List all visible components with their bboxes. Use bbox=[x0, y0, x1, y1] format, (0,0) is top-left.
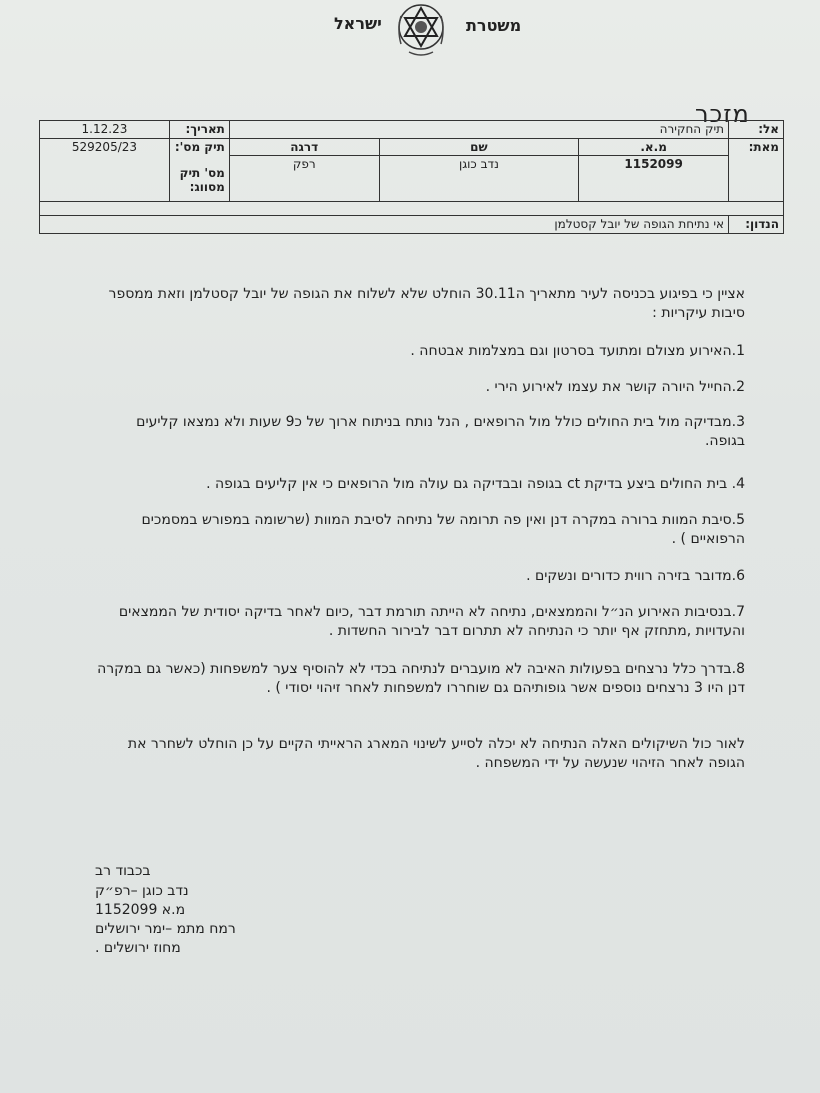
col-header-id: מ.א. bbox=[579, 139, 729, 156]
signature-regards: בכבוד רב bbox=[95, 863, 151, 879]
reason-4: 4. בית החולים ביצע בדיקת ct בגופה ובבדיקה גם עולה מול הרופאים כי אין קליעים בגופה . bbox=[206, 476, 745, 492]
conclusion-paragraph: לאור כול השיקולים האלה הנתיחה לא יכלה לסייע לשינוי המארג הראייתי הקיים על כן הוחלט לשחרר את הגופה לאחר הזיהוי שנעשה על ידי המשפחה . bbox=[127, 736, 745, 771]
reason-8: 8.בדרך כלל נרצחים בפעולות האיבה לא מועברים לנתיחה בכדי לא להוסיף צער למשפחות (כאשר גם במקרה דנן היו 3 נרצחים נוספים אשר גופותיהם גם שוחררו למשפחות לאחר זיהוי יסודי ) . bbox=[97, 661, 745, 696]
reason-3: 3.מבדיקה מול בית החולים כולל מול הרופאים , הנל נותח בניתוח ארוך של כ9 שעות ולא נמצאו קליעים בגופה. bbox=[136, 414, 745, 449]
date-label: תאריך: bbox=[169, 121, 229, 139]
to-label: אל: bbox=[729, 121, 784, 139]
intro-paragraph: אציין כי בפיגוע בכניסה לעיר מתאריך ה30.11 הוחלט שלא לשלוח את הגופה של יובל קסטלמן וזאת ממספר סיבות עיקריות : bbox=[108, 286, 745, 321]
reason-2: 2.החייל היורה קושר את עצמו לאירוע הירי . bbox=[485, 379, 745, 395]
police-emblem-icon bbox=[387, 0, 455, 60]
signature-id: מ.א 1152099 bbox=[95, 902, 186, 918]
case-value: 529205/23 bbox=[40, 139, 170, 202]
org-name-police: משטרת bbox=[466, 16, 522, 35]
org-name-israel: ישראל bbox=[334, 14, 382, 33]
signature-unit: רמח מתמ –ימר ירושלים bbox=[95, 921, 236, 937]
memo-header-table bbox=[39, 120, 784, 230]
document-title: מזכר bbox=[695, 100, 750, 128]
subject-value: אי נתיחת הגופה של יובל קסטלמן bbox=[40, 216, 729, 234]
col-header-name: שם bbox=[379, 139, 579, 156]
classified-label: מס' תיק מסווג: bbox=[179, 166, 225, 194]
from-label: מאת: bbox=[729, 139, 784, 202]
to-value: תיק החקירה bbox=[229, 121, 728, 139]
subject-label: הנדון: bbox=[729, 216, 784, 234]
col-header-rank: דרגה bbox=[229, 139, 379, 156]
from-name: נדב כוגן bbox=[379, 156, 579, 202]
reason-5: 5.סיבת המוות ברורה במקרה דנן ואין פה תרומה של נתיחה לסיבת המוות (שרשומה במפורש במסמכים הרפואיים ) . bbox=[141, 512, 745, 547]
date-value: 1.12.23 bbox=[40, 121, 170, 139]
reason-1: 1.האירוע מצולם ומתועד בסרטון וגם במצלמות אבטחה . bbox=[410, 343, 745, 359]
signature-district: מחוז ירושלים . bbox=[95, 940, 181, 956]
from-id: 1152099 bbox=[579, 156, 729, 202]
reason-7: 7.בנסיבות האירוע הנ״ל והממצאים, נתיחה לא הייתה תורמת דבר ,כיום לאחר בדיקה יסודית של הממצאים והעדויות ,מתחזק אף יותר כי הנתיחה לא תתרום דבר לבירור החשדות . bbox=[118, 604, 745, 639]
reason-6: 6.מדובר בזירה רווית כדורים ונשקים . bbox=[526, 568, 745, 584]
signature-name: נדב כוגן –רפ״ק bbox=[95, 883, 189, 899]
case-labels bbox=[169, 139, 229, 202]
case-label: תיק מס': bbox=[174, 140, 225, 154]
from-rank: רפק bbox=[229, 156, 379, 202]
